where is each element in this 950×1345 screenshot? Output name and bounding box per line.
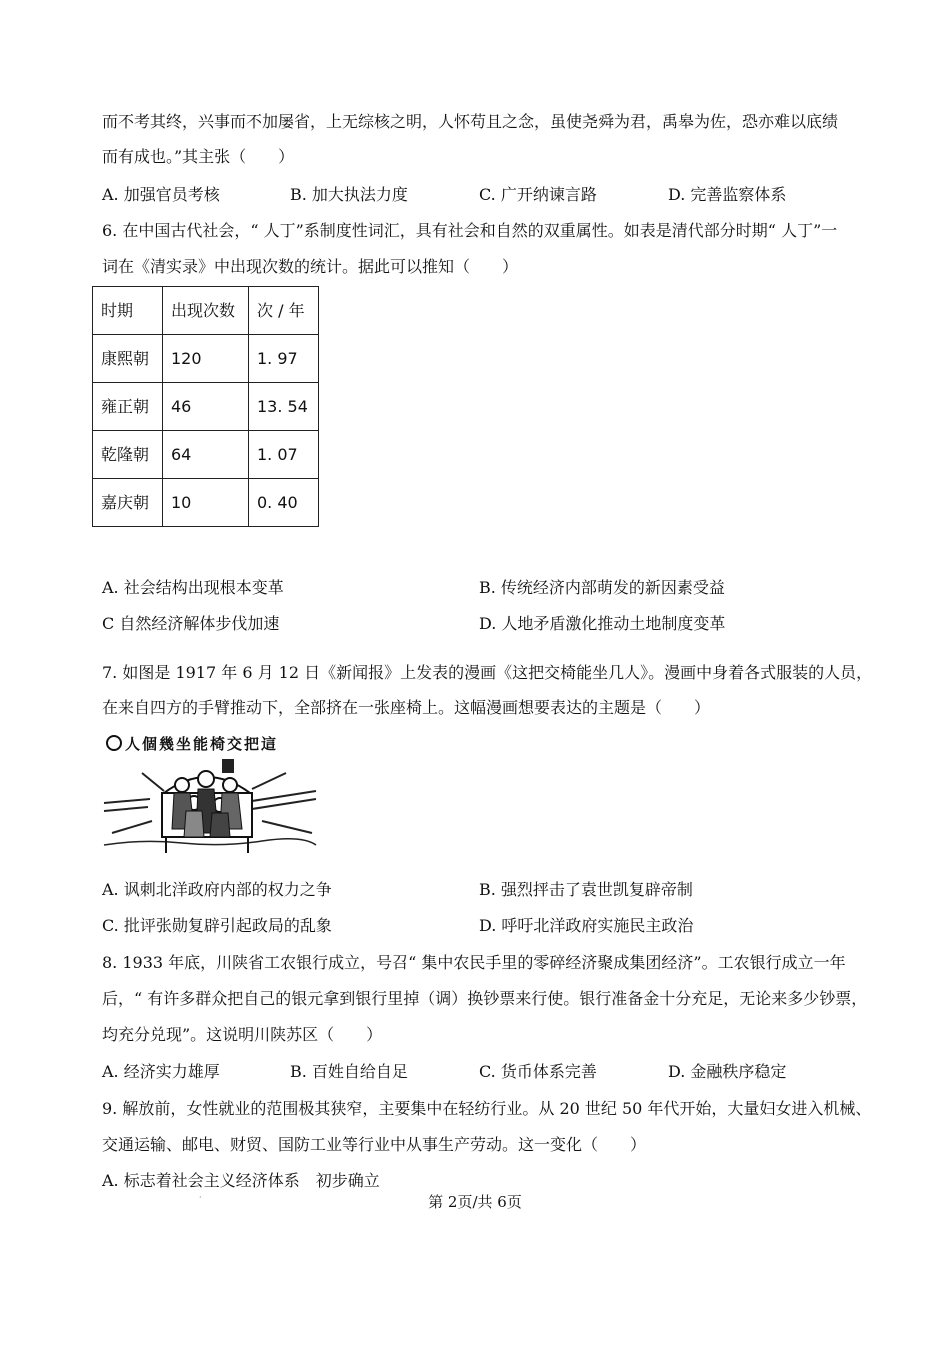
q6-option-a: A. 社会结构出现根本变革 — [102, 578, 284, 597]
table-header-cell: 时期 — [93, 287, 163, 335]
q6-text-line1: 6. 在中国古代社会，“ 人丁”系制度性词汇，具有社会和自然的双重属性。如表是清代部分时期“ 人丁”一 — [102, 221, 838, 240]
table-cell: 13. 54 — [249, 383, 319, 431]
table-cell: 嘉庆朝 — [93, 479, 163, 527]
q8-option-c: C. 货币体系完善 — [479, 1062, 597, 1081]
table-cell: 康熙朝 — [93, 335, 163, 383]
table-cell: 雍正朝 — [93, 383, 163, 431]
table-header-row — [93, 287, 319, 335]
q6-statistics-table — [92, 286, 319, 527]
q6-option-d: D. 人地矛盾激化推动土地制度变革 — [479, 614, 726, 633]
table-cell: 120 — [163, 335, 249, 383]
q7-text-line1: 7. 如图是 1917 年 6 月 12 日《新闻报》上发表的漫画《这把交椅能坐几人》。漫画中身着各式服装的人员， — [102, 663, 873, 682]
table-row — [93, 383, 319, 431]
svg-text:人個幾坐能椅交把這: 人個幾坐能椅交把這 — [125, 735, 279, 753]
q7-text-line2: 在来自四方的手臂推动下，全部挤在一张座椅上。这幅漫画想要表达的主题是（ ） — [102, 698, 711, 717]
q9-text-line1: 9. 解放前，女性就业的范围极其狭窄，主要集中在轻纺行业。从 20 世纪 50 年代开始，大量妇女进入机械、 — [102, 1099, 872, 1118]
table-row — [93, 479, 319, 527]
table-cell: 10 — [163, 479, 249, 527]
table-header-cell: 出现次数 — [163, 287, 249, 335]
q6-text-line2: 词在《清实录》中出现次数的统计。据此可以推知（ ） — [102, 257, 519, 276]
q7-option-d: D. 呼吁北洋政府实施民主政治 — [479, 916, 694, 935]
cartoon-caption-logo — [107, 735, 278, 753]
q6-option-c: C 自然经济解体步伐加速 — [102, 614, 280, 633]
cartoon-image — [102, 733, 318, 863]
q5-text-line2: 而有成也。”其主张（ ） — [102, 147, 295, 166]
table-cell: 64 — [163, 431, 249, 479]
table-cell: 0. 40 — [249, 479, 319, 527]
q8-text-line2: 后，“ 有许多群众把自己的银元拿到银行里掉（调）换钞票来行使。银行准备金十分充足，无论来多少钞票， — [102, 989, 868, 1008]
q8-option-b: B. 百姓自给自足 — [290, 1062, 408, 1081]
table-cell: 46 — [163, 383, 249, 431]
q5-option-a: A. 加强官员考核 — [102, 185, 220, 204]
q5-option-c: C. 广开纳谏言路 — [479, 185, 597, 204]
q7-option-c: C. 批评张勋复辟引起政局的乱象 — [102, 916, 332, 935]
q8-option-a: A. 经济实力雄厚 — [102, 1062, 220, 1081]
q9-option-a: A. 标志着社会主义经济体系 初步确立 — [102, 1171, 380, 1190]
table-cell: 1. 07 — [249, 431, 319, 479]
table-cell: 1. 97 — [249, 335, 319, 383]
q5-option-d: D. 完善监察体系 — [668, 185, 787, 204]
q7-option-a: A. 讽刺北洋政府内部的权力之争 — [102, 880, 332, 899]
q5-text-line1: 而不考其终，兴事而不加屡省，上无综核之明，人怀苟且之念，虽使尧舜为君，禹皋为佐，恐亦难以底绩 — [102, 112, 839, 131]
page-number-footer: 第 2页/共 6页 — [428, 1193, 522, 1211]
q5-option-b: B. 加大执法力度 — [290, 185, 408, 204]
table-row — [93, 335, 319, 383]
q9-text-line2: 交通运输、邮电、财贸、国防工业等行业中从事生产劳动。这一变化（ ） — [102, 1135, 647, 1154]
q8-text-line1: 8. 1933 年底，川陕省工农银行成立，号召“ 集中农民手里的零碎经济聚成集团经济”。工农银行成立一年 — [102, 953, 846, 972]
table-row — [93, 431, 319, 479]
q8-option-d: D. 金融秩序稳定 — [668, 1062, 787, 1081]
decorative-dot: · — [199, 1193, 202, 1202]
table-header-cell: 次 / 年 — [249, 287, 319, 335]
table-cell: 乾隆朝 — [93, 431, 163, 479]
q6-option-b: B. 传统经济内部萌发的新因素受益 — [479, 578, 725, 597]
q8-text-line3: 均充分兑现”。这说明川陕苏区（ ） — [102, 1025, 383, 1044]
q7-option-b: B. 强烈抨击了袁世凯复辟帝制 — [479, 880, 693, 899]
